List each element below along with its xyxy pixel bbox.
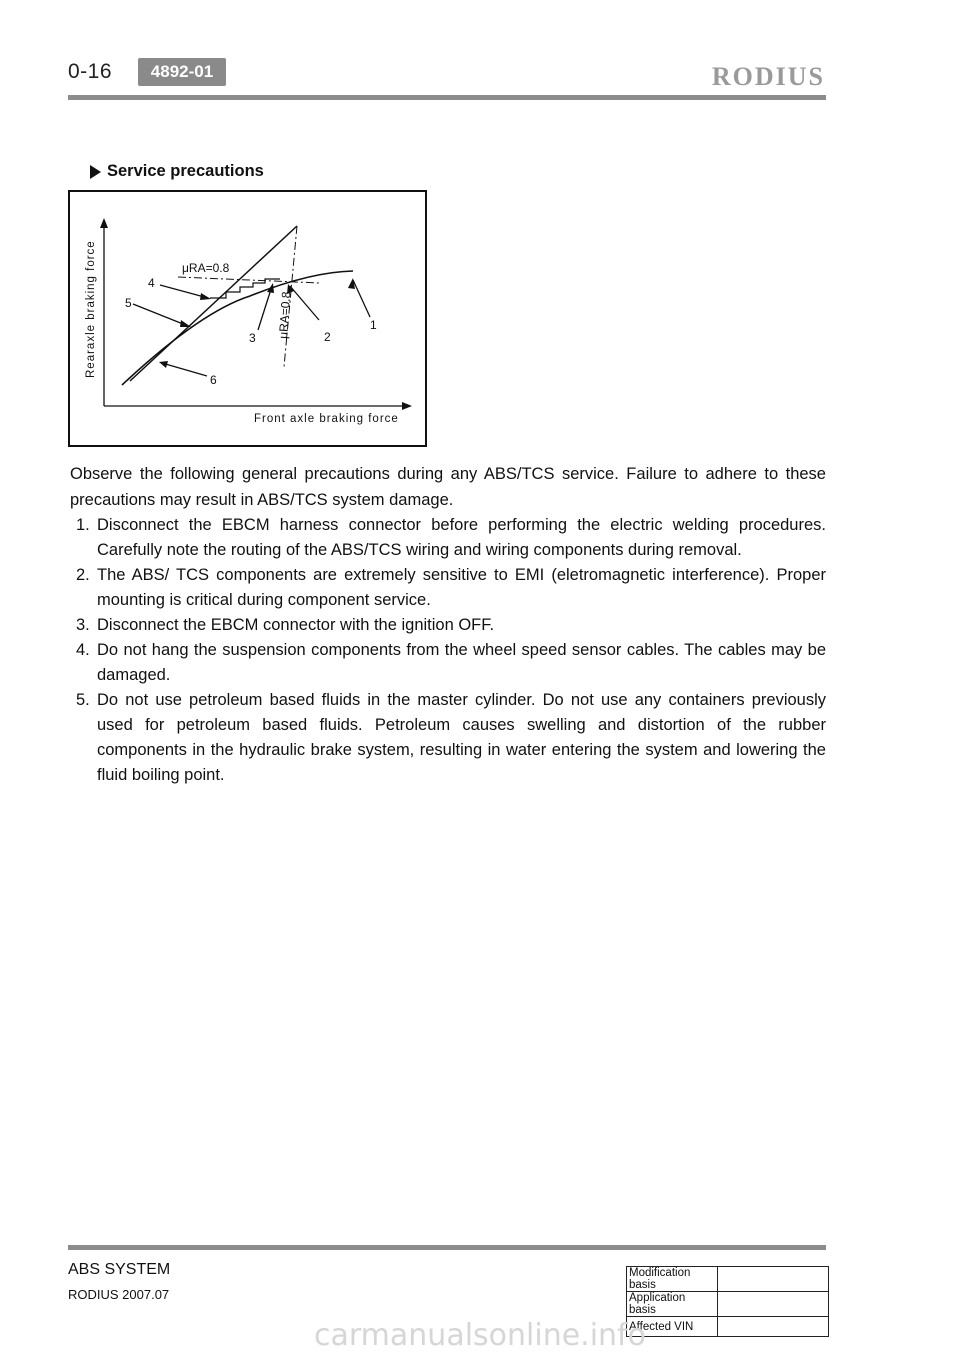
precaution-list [70, 513, 826, 788]
list-item-text: Do not use petroleum based fluids in the master cylinder. Do not use any containers previously used for petroleum based fluids. Petroleum causes swelling and distortion of the rubber components in the hydraulic brake system, resulting in water entering the system and lowering the fluid boiling point. [97, 691, 826, 784]
x-axis-label: Front axle braking force [254, 413, 399, 425]
page-number: 0-16 [68, 60, 113, 83]
section-heading [90, 162, 264, 181]
brand-logo: RODIUS [711, 62, 825, 91]
list-item-number: 2. [76, 566, 90, 584]
list-item-text: Disconnect the EBCM harness connector before performing the electric welding procedures. Carefully note the routing of the ABS/TCS wiring and wiring components during removal. [97, 516, 826, 559]
revision-value [718, 1267, 829, 1292]
footer-system-title: ABS SYSTEM [68, 1261, 171, 1278]
arrowhead-6-icon [159, 361, 168, 368]
braking-force-diagram [68, 190, 427, 447]
callout-2: 2 [324, 330, 331, 344]
revision-label: Modification basis [627, 1267, 718, 1292]
list-item-number: 4. [76, 641, 90, 659]
callout-4: 4 [148, 276, 155, 290]
list-item [70, 613, 826, 638]
intro-paragraph: Observe the following general precautions during any ABS/TCS service. Failure to adhere to these precautions may result in ABS/TCS system damage. [70, 465, 826, 509]
arrowhead-5-icon [180, 320, 191, 327]
x-axis-arrow-icon [402, 402, 412, 410]
revision-value [718, 1292, 829, 1317]
diagram-svg [70, 192, 425, 445]
leader-1 [353, 280, 370, 317]
header-rule [68, 95, 826, 100]
doc-code-badge: 4892-01 [138, 58, 226, 86]
list-item [70, 688, 826, 788]
callout-5: 5 [125, 296, 132, 310]
list-item [70, 563, 826, 613]
list-item-number: 3. [76, 616, 90, 634]
arrowhead-4-icon [200, 293, 211, 300]
list-item-text: Disconnect the EBCM connector with the ignition OFF. [97, 616, 495, 634]
leader-5 [133, 304, 188, 326]
list-item [70, 513, 826, 563]
leader-2 [290, 286, 319, 320]
table-row [627, 1267, 829, 1292]
leader-6 [162, 363, 207, 376]
footer-model-date: RODIUS 2007.07 [68, 1287, 170, 1302]
y-axis-label: Rearaxle braking force [85, 240, 97, 378]
section-heading-text: Service precautions [107, 162, 264, 180]
table-row [627, 1292, 829, 1317]
y-axis-arrow-icon [100, 218, 108, 228]
actual-distribution-curve [122, 271, 353, 385]
list-item-number: 5. [76, 691, 90, 709]
mu-vertical-label: μRA=0.8 [276, 291, 294, 340]
list-item-number: 1. [76, 516, 90, 534]
list-item [70, 638, 826, 688]
mu-horizontal-label: μRA=0.8 [182, 261, 230, 275]
callout-1: 1 [370, 318, 377, 332]
callout-3: 3 [249, 331, 256, 345]
revision-label: Application basis [627, 1292, 718, 1317]
ideal-distribution-line [130, 226, 297, 381]
list-item-text: The ABS/ TCS components are extremely sensitive to EMI (eletromagnetic interference). Proper mounting is critical during component service. [97, 566, 826, 609]
watermark: carmanualsonline.info [314, 1318, 646, 1353]
revision-label: Affected VIN [627, 1317, 718, 1337]
play-triangle-icon [90, 165, 101, 179]
callout-6: 6 [210, 373, 217, 387]
list-item-text: Do not hang the suspension components from the wheel speed sensor cables. The cables may be damaged. [97, 641, 826, 684]
arrowhead-1-icon [348, 278, 355, 289]
footer-rule [68, 1245, 826, 1250]
arrowhead-3-icon [267, 283, 274, 293]
